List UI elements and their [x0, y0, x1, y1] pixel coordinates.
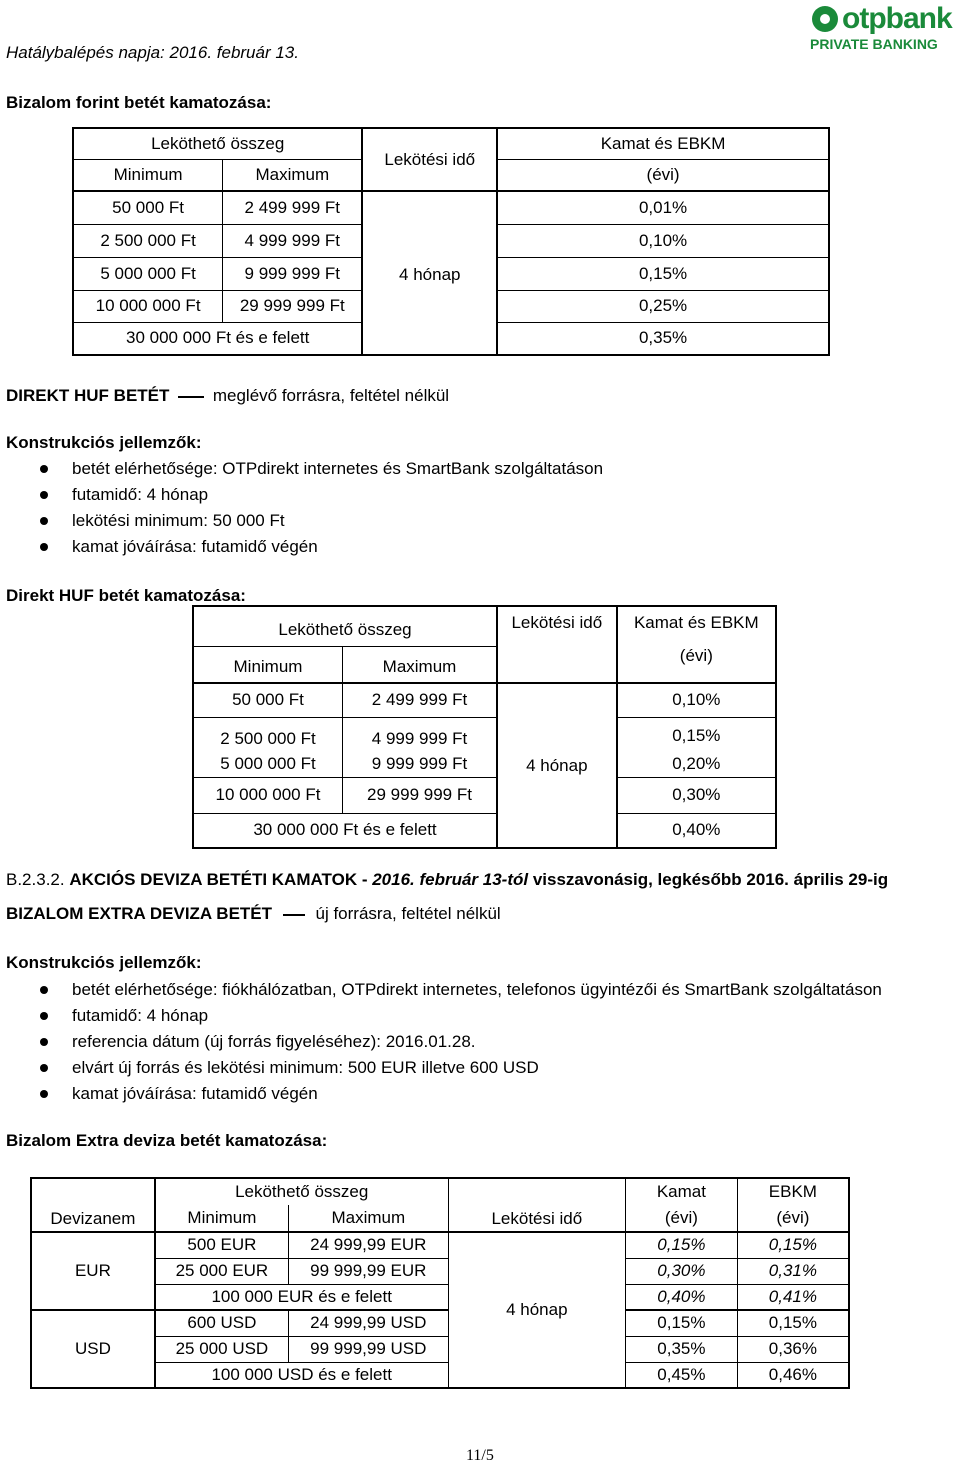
table-cell: 4 999 999 Ft	[223, 224, 363, 257]
header-max: Maximum	[343, 646, 498, 683]
header-rate-annual: (évi)	[646, 164, 680, 184]
feature-item: kamat jóváírása: futamidő végén	[72, 1084, 318, 1103]
table-cell: 0,40%	[626, 1284, 738, 1310]
table-cell: 0,41%	[737, 1284, 849, 1310]
product-title-bold: BIZALOM EXTRA DEVIZA BETÉT	[6, 904, 273, 923]
product-title	[6, 904, 501, 924]
feature-item: futamidő: 4 hónap	[72, 485, 209, 504]
table-cell: 24 999,99 USD	[289, 1310, 449, 1336]
header-min: Minimum	[73, 159, 223, 191]
bullet-icon	[40, 1090, 48, 1098]
table-cell: 50 000 Ft	[193, 683, 343, 717]
section-number: B.2.3.2.	[6, 870, 65, 889]
term-cell: 4 hónap	[448, 1232, 625, 1388]
table-cell: 10 000 000 Ft	[73, 290, 223, 322]
table-cell: 0,10%	[672, 690, 721, 710]
feature-item: elvárt új forrás és lekötési minimum: 500 EUR illetve 600 USD	[72, 1058, 539, 1077]
header-ebkm-annual: (évi)	[737, 1205, 849, 1232]
otp-logo-icon	[812, 6, 838, 32]
table-cell: 50 000 Ft	[73, 191, 223, 224]
header-min: Minimum	[193, 646, 343, 683]
header-amount: Leköthető összeg	[73, 128, 362, 159]
header-currency: Devizanem	[31, 1178, 155, 1232]
logo-main-text: otpbank	[842, 2, 952, 35]
table-cell: 9 999 999 Ft	[223, 257, 363, 290]
bullet-icon	[40, 491, 48, 499]
header-amount: Leköthető összeg	[193, 606, 497, 646]
effective-date: Hatálybalépés napja: 2016. február 13.	[6, 43, 299, 62]
bullet-icon	[40, 543, 48, 551]
feature-item: kamat jóváírása: futamidő végén	[72, 537, 318, 556]
table-cell: 0,36%	[737, 1336, 849, 1362]
table-cell: 2 499 999 Ft	[343, 683, 498, 717]
table-cell: 0,15%	[626, 1232, 738, 1258]
table-cell: 30 000 000 Ft és e felett	[193, 813, 497, 848]
dash	[178, 396, 204, 398]
table-cell: 0,15%	[638, 263, 688, 283]
bullet-icon	[40, 465, 48, 473]
term-cell: 4 hónap	[362, 191, 497, 355]
header-min: Minimum	[155, 1205, 289, 1232]
bullet-icon	[40, 1064, 48, 1072]
table-cell: 30 000 000 Ft és e felett	[73, 322, 362, 355]
table-cell: 2 500 000 Ft	[193, 717, 343, 751]
table-cell: 25 000 USD	[155, 1336, 289, 1362]
table-cell: 5 000 000 Ft	[73, 257, 223, 290]
direkt-table-title: Direkt HUF betét kamatozása:	[6, 586, 246, 605]
header-term: Lekötési idő	[497, 606, 617, 646]
table-cell: 0,20%	[672, 753, 721, 773]
page-number: 11/5	[466, 1447, 494, 1464]
bullet-icon	[40, 986, 48, 994]
table-cell: 0,15%	[626, 1310, 738, 1336]
table-cell: 29 999 999 Ft	[223, 290, 363, 322]
table-cell: 0,15%	[737, 1232, 849, 1258]
header-rate: Kamat és EBKM	[633, 613, 759, 632]
header-rate: Kamat és EBKM	[497, 128, 829, 159]
header-empty	[497, 646, 617, 683]
direkt-huf-table	[192, 605, 777, 849]
feature-item: betét elérhetősége: OTPdirekt internetes és SmartBank szolgáltatáson	[72, 459, 604, 478]
table-cell: 0,10%	[638, 230, 688, 250]
table-cell: 0,15%	[672, 726, 721, 746]
header-rate-annual: (évi)	[626, 1205, 738, 1232]
table-cell: 0,31%	[737, 1258, 849, 1284]
currency-usd: USD	[31, 1310, 155, 1388]
table-cell: 0,30%	[626, 1258, 738, 1284]
features-title: Konstrukciós jellemzők:	[6, 433, 202, 452]
logo-sub-text: PRIVATE BANKING	[810, 36, 938, 52]
bizalom-extra-deviza-table	[30, 1177, 850, 1389]
table-cell: 0,15%	[737, 1310, 849, 1336]
direkt-title-rest: meglévő forrásra, feltétel nélkül	[212, 386, 450, 405]
table-cell: 29 999 999 Ft	[343, 777, 498, 813]
header-amount: Leköthető összeg	[155, 1178, 448, 1205]
bullet-icon	[40, 1038, 48, 1046]
table-cell: 0,35%	[626, 1336, 738, 1362]
header-term: Lekötési idő	[448, 1178, 625, 1232]
term-cell: 4 hónap	[497, 683, 617, 848]
table-cell: 0,40%	[672, 820, 721, 840]
table-cell: 9 999 999 Ft	[343, 751, 498, 777]
table-cell: 5 000 000 Ft	[193, 751, 343, 777]
heading-part-a: AKCIÓS DEVIZA BETÉTI KAMATOK -	[69, 870, 373, 889]
currency-eur: EUR	[31, 1232, 155, 1310]
table-cell: 24 999,99 EUR	[289, 1232, 449, 1258]
feature-item: futamidő: 4 hónap	[72, 1006, 209, 1025]
bizalom-forint-table	[72, 127, 830, 356]
table-cell: 0,46%	[737, 1362, 849, 1388]
header-max: Maximum	[223, 159, 363, 191]
table-cell: 99 999,99 EUR	[289, 1258, 449, 1284]
extra-table-title: Bizalom Extra deviza betét kamatozása:	[6, 1131, 328, 1150]
bullet-icon	[40, 1012, 48, 1020]
table-cell: 0,25%	[638, 296, 688, 315]
table-cell: 100 000 USD és e felett	[155, 1362, 448, 1388]
table-cell: 500 EUR	[155, 1232, 289, 1258]
header-max: Maximum	[289, 1205, 449, 1232]
feature-item: betét elérhetősége: fiókhálózatban, OTPdirekt internetes, telefonos ügyintézői és SmartBank szolgáltatáson	[72, 980, 882, 999]
section1-title: Bizalom forint betét kamatozása:	[6, 93, 272, 112]
bullet-icon	[40, 517, 48, 525]
feature-item: lekötési minimum: 50 000 Ft	[72, 511, 285, 530]
table-cell: 600 USD	[155, 1310, 289, 1336]
otpbank-logo	[810, 2, 960, 52]
table-cell: 4 999 999 Ft	[343, 717, 498, 751]
direkt-title	[6, 386, 449, 406]
dash	[283, 914, 305, 916]
header-rate-annual: (évi)	[679, 646, 713, 665]
direkt-title-bold: DIREKT HUF BETÉT	[6, 386, 170, 405]
table-cell: 100 000 EUR és e felett	[155, 1284, 448, 1310]
table-cell: 0,01%	[638, 197, 688, 217]
header-term: Lekötési idő	[362, 128, 497, 191]
table-cell: 25 000 EUR	[155, 1258, 289, 1284]
table-cell: 2 500 000 Ft	[73, 224, 223, 257]
product-title-rest: új forrásra, feltétel nélkül	[315, 904, 501, 923]
features-title: Konstrukciós jellemzők:	[6, 953, 202, 972]
header-ebkm: EBKM	[737, 1178, 849, 1205]
table-cell: 10 000 000 Ft	[193, 777, 343, 813]
table-cell: 0,45%	[626, 1362, 738, 1388]
table-cell: 2 499 999 Ft	[223, 191, 363, 224]
table-cell: 99 999,99 USD	[289, 1336, 449, 1362]
header-rate: Kamat	[626, 1178, 738, 1205]
table-cell: 0,30%	[672, 785, 721, 804]
section3-heading	[6, 870, 888, 890]
heading-part-b: 2016. február 13-tól	[372, 870, 529, 889]
table-cell: 0,35%	[638, 328, 688, 348]
heading-part-c: visszavonásig, legkésőbb 2016. április 29-ig	[528, 870, 889, 889]
feature-item: referencia dátum (új forrás figyeléséhez): 2016.01.28.	[72, 1032, 476, 1051]
